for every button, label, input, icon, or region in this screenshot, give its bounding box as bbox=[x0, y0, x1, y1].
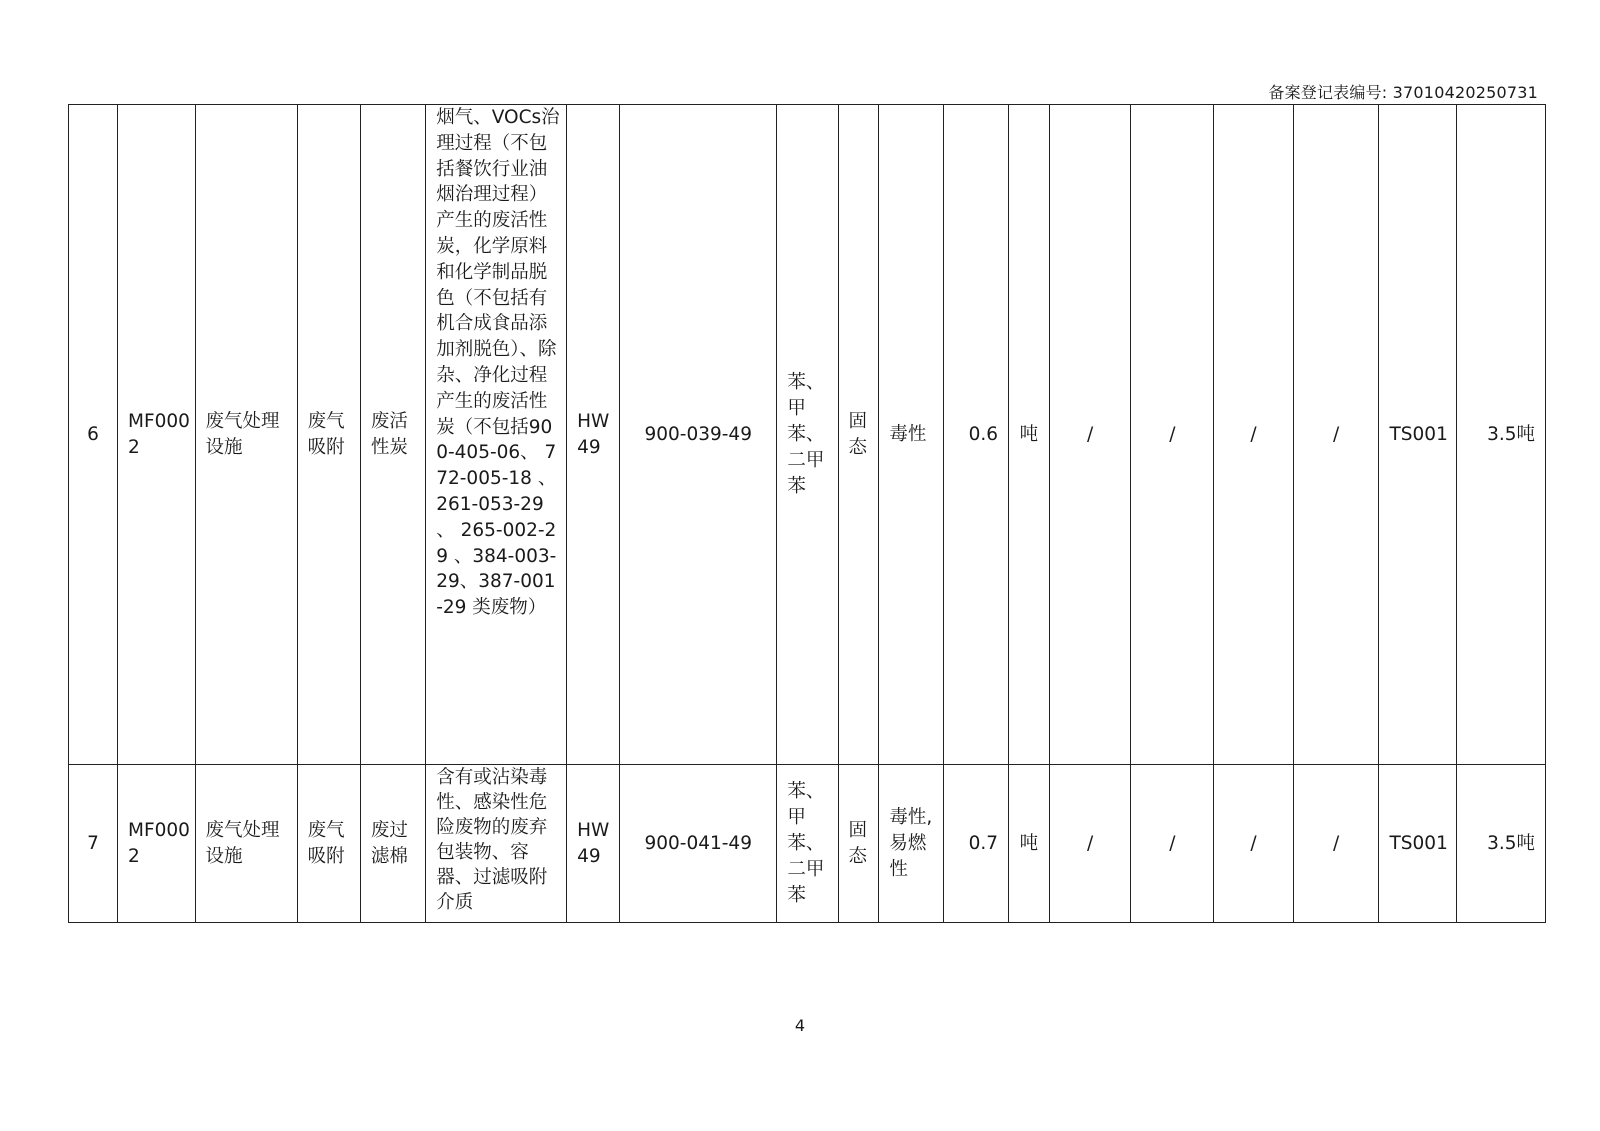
cell-capacity: 3.5吨 bbox=[1457, 765, 1546, 923]
cell-col-b: / bbox=[1131, 105, 1214, 765]
table-row bbox=[69, 105, 1546, 765]
cell-capacity: 3.5吨 bbox=[1457, 105, 1546, 765]
cell-col-c: / bbox=[1214, 105, 1294, 765]
cell-code: MF0002 bbox=[117, 765, 195, 923]
cell-seq: 6 bbox=[69, 105, 118, 765]
cell-amount: 0.7 bbox=[943, 765, 1008, 923]
cell-col-d: / bbox=[1293, 765, 1379, 923]
cell-seq: 7 bbox=[69, 765, 118, 923]
cell-form: 固态 bbox=[838, 105, 879, 765]
cell-hazardous-component: 苯、甲苯、二甲苯 bbox=[777, 765, 838, 923]
cell-category: HW49 bbox=[567, 105, 620, 765]
page-number: 4 bbox=[794, 1016, 806, 1035]
cell-waste-name: 废过滤棉 bbox=[360, 765, 425, 923]
cell-facility-code: TS001 bbox=[1379, 765, 1457, 923]
cell-col-c: / bbox=[1214, 765, 1294, 923]
cell-hazard-property: 毒性 bbox=[879, 105, 943, 765]
filing-number-label bbox=[1268, 80, 1538, 103]
cell-hazardous-component: 苯、甲苯、二甲苯 bbox=[777, 105, 838, 765]
cell-code: MF0002 bbox=[117, 105, 195, 765]
filing-number: 37010420250731 bbox=[1392, 83, 1538, 102]
cell-description: 烟气、VOCs治理过程（不包括餐饮行业油烟治理过程）产生的废活性炭，化学原料和化学制品脱色（不包括有机合成食品添加剂脱色）、除杂、净化过程产生的废活性炭（不包括900-405-06、 772-005-18 、261-053-29 、 265-002-29 、384-003-29、387-001-29 类废物） bbox=[426, 105, 567, 765]
cell-col-b: / bbox=[1131, 765, 1214, 923]
cell-waste-code: 900-041-49 bbox=[620, 765, 777, 923]
cell-unit: 吨 bbox=[1008, 105, 1049, 765]
cell-category: HW49 bbox=[567, 765, 620, 923]
cell-unit: 吨 bbox=[1008, 765, 1049, 923]
cell-description: 含有或沾染毒性、感染性危险废物的废弃包装物、容器、过滤吸附介质 bbox=[426, 765, 567, 923]
cell-hazard-property: 毒性,易燃性 bbox=[879, 765, 943, 923]
cell-facility: 废气处理设施 bbox=[195, 765, 297, 923]
cell-form: 固态 bbox=[838, 765, 879, 923]
cell-col-d: / bbox=[1293, 105, 1379, 765]
cell-amount: 0.6 bbox=[943, 105, 1008, 765]
hazardous-waste-table bbox=[68, 104, 1546, 923]
cell-process: 废气吸附 bbox=[297, 105, 360, 765]
cell-facility: 废气处理设施 bbox=[195, 105, 297, 765]
cell-process: 废气吸附 bbox=[297, 765, 360, 923]
cell-waste-name: 废活性炭 bbox=[360, 105, 425, 765]
filing-label: 备案登记表编号: bbox=[1268, 83, 1388, 102]
cell-facility-code: TS001 bbox=[1379, 105, 1457, 765]
cell-col-a: / bbox=[1049, 765, 1131, 923]
cell-col-a: / bbox=[1049, 105, 1131, 765]
table-row bbox=[69, 765, 1546, 923]
cell-waste-code: 900-039-49 bbox=[620, 105, 777, 765]
